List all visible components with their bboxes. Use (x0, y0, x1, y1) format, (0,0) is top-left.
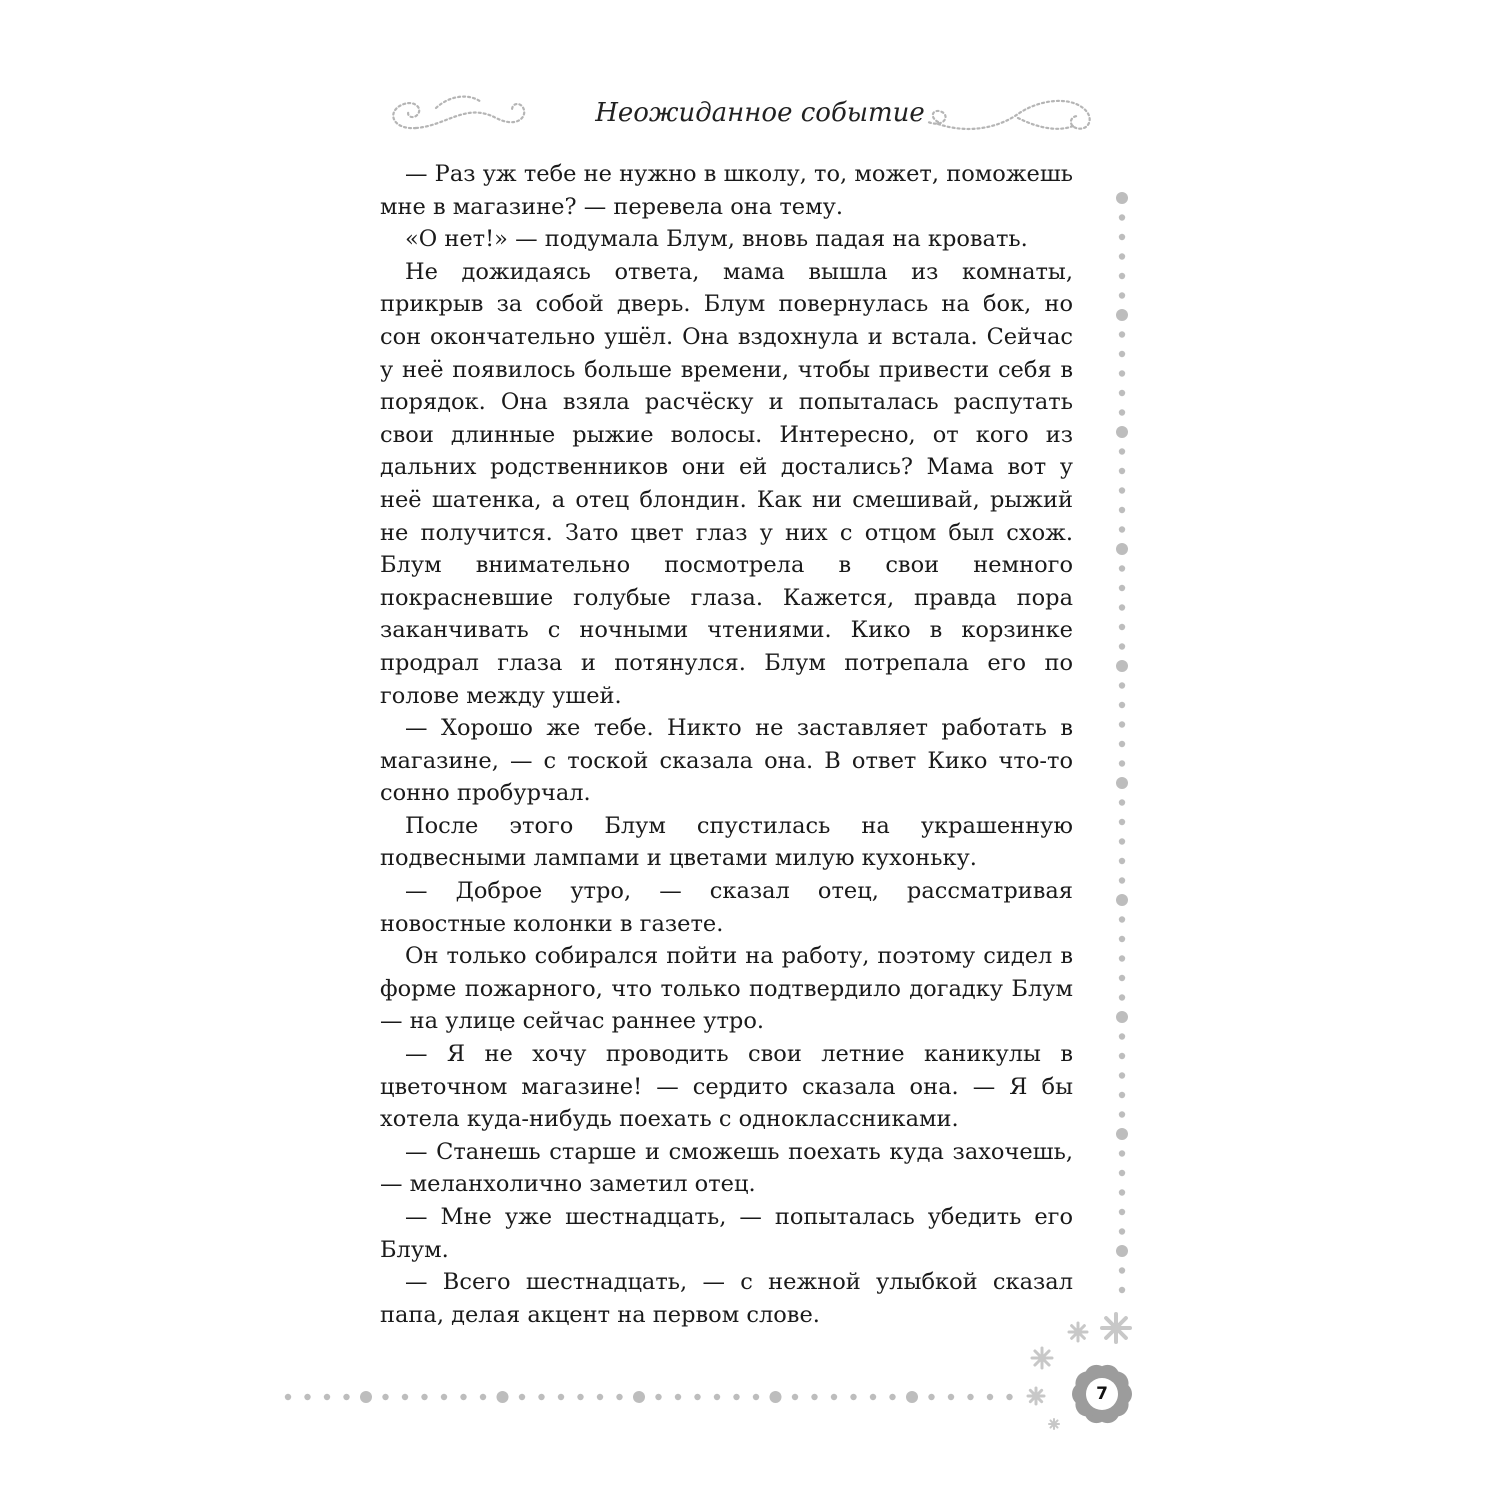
border-dot (675, 1394, 681, 1400)
paragraph: — Всего шестнадцать, — с нежной улыбкой сказал папа, делая акцент на первом слове. (380, 1269, 1073, 1328)
border-dot (577, 1394, 583, 1400)
border-dot (1116, 777, 1128, 789)
paragraph: — Станешь старше и сможешь поехать куда захочешь, — меланхолично заметил отец. (380, 1138, 1073, 1198)
border-dot (1119, 1092, 1125, 1098)
border-dot (1119, 799, 1125, 805)
border-dot (1119, 1228, 1125, 1234)
paragraph: Не дожидаясь ответа, мама вышла из комнаты, прикрыв за собой дверь. Блум повернулась на бок, но сон окончательно ушёл. Она вздохнула и встала. Сейчас у неё появилось больше времени, чтобы привести себя в порядок. Она взяла расчёску и попыталась распутать свои длинные рыжие волосы. Интересно, от кого из дальних родственников они ей достались? Мама вот у неё шатенка, а отец блондин. Как ни смешивай, рыжий не получится. Зато цвет глаз у них с отцом был схож. Блум внимательно посмотрела в свои немного покрасневшие голубые глаза. Кажется, правда пора заканчивать с ночными чтениями. Кико в корзинке продрал глаза и потянулся. Блум потрепала его по голове между ушей. (380, 258, 1073, 709)
border-dot (1119, 741, 1125, 747)
border-dot (770, 1391, 782, 1403)
border-dot (655, 1394, 661, 1400)
running-header (370, 88, 1150, 148)
border-dot (906, 1391, 918, 1403)
border-dot (1116, 660, 1128, 672)
border-dot (633, 1391, 645, 1403)
border-dot (1119, 1111, 1125, 1117)
body-text (380, 158, 1073, 1331)
border-dot (1119, 585, 1125, 591)
paragraph: — Доброе утро, — сказал отец, рассматривая новостные колонки в газете. (380, 878, 1073, 937)
border-dot (519, 1394, 525, 1400)
border-dot (1119, 468, 1125, 474)
flower-star-icon (1032, 1348, 1052, 1368)
border-dot (1119, 1209, 1125, 1215)
paragraph: — Я не хочу проводить свои летние каникулы в цветочном магазине! — сердито сказала она. — Я бы хотела куда-нибудь поехать с одноклассниками. (380, 1041, 1073, 1133)
border-dot (402, 1394, 408, 1400)
border-dot (1119, 1053, 1125, 1059)
border-dot (870, 1394, 876, 1400)
border-dot (1116, 426, 1128, 438)
border-dot (1119, 1189, 1125, 1195)
border-dot (714, 1394, 720, 1400)
chapter-title: Неожиданное событие (595, 98, 925, 128)
border-dot (831, 1394, 837, 1400)
paragraph: После этого Блум спустилась на украшенную подвесными лампами и цветами милую кухоньку. (380, 812, 1073, 872)
border-dot (967, 1394, 973, 1400)
border-dot (538, 1394, 544, 1400)
border-dot (1119, 292, 1125, 298)
border-dot (1119, 877, 1125, 883)
border-dot (1119, 1033, 1125, 1039)
border-dot (421, 1394, 427, 1400)
border-dot (1116, 1011, 1128, 1023)
border-dot (1119, 487, 1125, 493)
border-dot (850, 1394, 856, 1400)
flower-decoration (1020, 1300, 1160, 1440)
border-dot (1119, 994, 1125, 1000)
paragraph: Он только собирался пойти на работу, поэтому сидел в форме пожарного, что только подтвердило догадку Блум — на улице сейчас раннее утро. (380, 943, 1073, 1035)
flower-star-icon (1028, 1388, 1044, 1404)
border-dot (1119, 721, 1125, 727)
paragraph: «О нет!» — подумала Блум, вновь падая на кровать. (405, 226, 1028, 253)
border-dot (1119, 331, 1125, 337)
flower-star-icon (1049, 1419, 1059, 1429)
border-dot (1119, 975, 1125, 981)
border-dot (1119, 936, 1125, 942)
border-dot (1116, 1128, 1128, 1140)
border-dot (753, 1394, 759, 1400)
border-dot (1119, 1170, 1125, 1176)
border-dot (597, 1394, 603, 1400)
border-dot (382, 1394, 388, 1400)
border-dot (928, 1394, 934, 1400)
border-dot (1119, 234, 1125, 240)
page-number: 7 (1096, 1384, 1108, 1404)
border-dot (1119, 507, 1125, 513)
border-dot (987, 1394, 993, 1400)
border-dot (1119, 526, 1125, 532)
border-dot (1119, 604, 1125, 610)
border-dot (1119, 351, 1125, 357)
paragraph: — Раз уж тебе не нужно в школу, то, может, поможешь мне в магазине? — перевела она тему. (380, 161, 1073, 220)
flower-star-icon (1102, 1314, 1130, 1342)
border-dot (1119, 643, 1125, 649)
border-dot (889, 1394, 895, 1400)
right-swirl-ornament (908, 88, 1108, 148)
border-dot (441, 1394, 447, 1400)
border-dot (1119, 819, 1125, 825)
border-dot (1116, 309, 1128, 321)
border-dot (285, 1394, 291, 1400)
border-dot (460, 1394, 466, 1400)
border-dot (1119, 253, 1125, 259)
border-dot (792, 1394, 798, 1400)
border-dot (1119, 916, 1125, 922)
border-dot (1119, 702, 1125, 708)
border-dot (1119, 1287, 1125, 1293)
paragraph: — Хорошо же тебе. Никто не заставляет работать в магазине, — с тоской сказала она. В ответ Кико что-то сонно пробурчал. (380, 715, 1073, 807)
border-dot (1006, 1394, 1012, 1400)
border-dot (1116, 1245, 1128, 1257)
border-dot (1119, 1072, 1125, 1078)
border-dot (616, 1394, 622, 1400)
flower-star-icon (1069, 1323, 1087, 1341)
border-dot (1119, 624, 1125, 630)
border-dot (1116, 543, 1128, 555)
border-dot (1119, 273, 1125, 279)
border-dot (1119, 390, 1125, 396)
horizontal-dot-border (280, 1382, 1020, 1412)
border-dot (324, 1394, 330, 1400)
border-dot (1119, 565, 1125, 571)
border-dot (1119, 370, 1125, 376)
border-dot (1119, 1150, 1125, 1156)
border-dot (1119, 214, 1125, 220)
border-dot (497, 1391, 509, 1403)
border-dot (1119, 409, 1125, 415)
border-dot (558, 1394, 564, 1400)
border-dot (811, 1394, 817, 1400)
border-dot (1116, 192, 1128, 204)
border-dot (1119, 858, 1125, 864)
border-dot (1119, 760, 1125, 766)
border-dot (304, 1394, 310, 1400)
border-dot (1116, 894, 1128, 906)
border-dot (343, 1394, 349, 1400)
border-dot (480, 1394, 486, 1400)
border-dot (948, 1394, 954, 1400)
vertical-dot-border (1108, 188, 1138, 1308)
border-dot (1119, 682, 1125, 688)
border-dot (1119, 448, 1125, 454)
border-dot (694, 1394, 700, 1400)
border-dot (360, 1391, 372, 1403)
paragraph: — Мне уже шестнадцать, — попыталась убедить его Блум. (380, 1204, 1073, 1263)
border-dot (1119, 838, 1125, 844)
border-dot (1119, 955, 1125, 961)
border-dot (733, 1394, 739, 1400)
border-dot (1119, 1267, 1125, 1273)
